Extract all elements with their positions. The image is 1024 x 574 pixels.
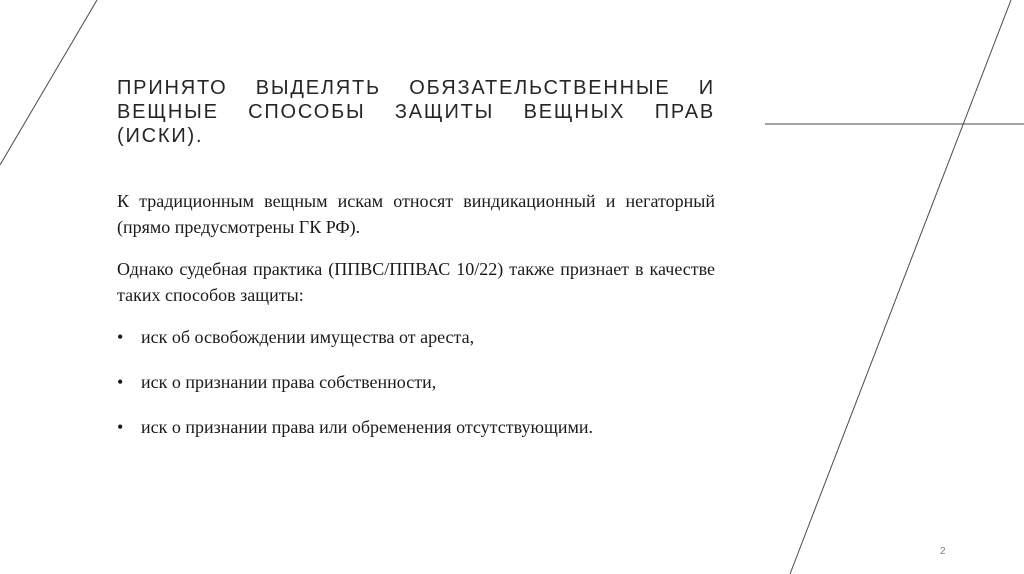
paragraph-traditional-claims: К традиционным вещным искам относят виндикационный и негаторный (прямо предусмотрены ГК РФ). xyxy=(117,191,715,237)
list-item-text: иск о признании права или обременения отсутствующими. xyxy=(141,417,593,437)
page-number: 2 xyxy=(940,546,946,557)
left-diagonal-line xyxy=(0,0,97,165)
list-item xyxy=(117,369,715,395)
bullet-marker: • xyxy=(117,327,124,347)
bullet-marker: • xyxy=(117,372,124,392)
bullet-marker: • xyxy=(117,417,124,437)
list-item xyxy=(117,324,715,350)
slide-body xyxy=(117,188,715,459)
right-diagonal-line xyxy=(790,0,1011,574)
paragraph-judicial-practice: Однако судебная практика (ППВС/ППВАС 10/22) также признает в качестве таких способов защиты: xyxy=(117,259,715,305)
list-item-text: иск о признании права собственности, xyxy=(141,372,437,392)
list-item-text: иск об освобождении имущества от ареста, xyxy=(141,327,475,347)
list-item xyxy=(117,414,715,440)
slide-title: ПРИНЯТО ВЫДЕЛЯТЬ ОБЯЗАТЕЛЬСТВЕННЫЕ И ВЕЩНЫЕ СПОСОБЫ ЗАЩИТЫ ВЕЩНЫХ ПРАВ (ИСКИ). xyxy=(117,77,715,147)
bullet-list xyxy=(117,324,715,440)
